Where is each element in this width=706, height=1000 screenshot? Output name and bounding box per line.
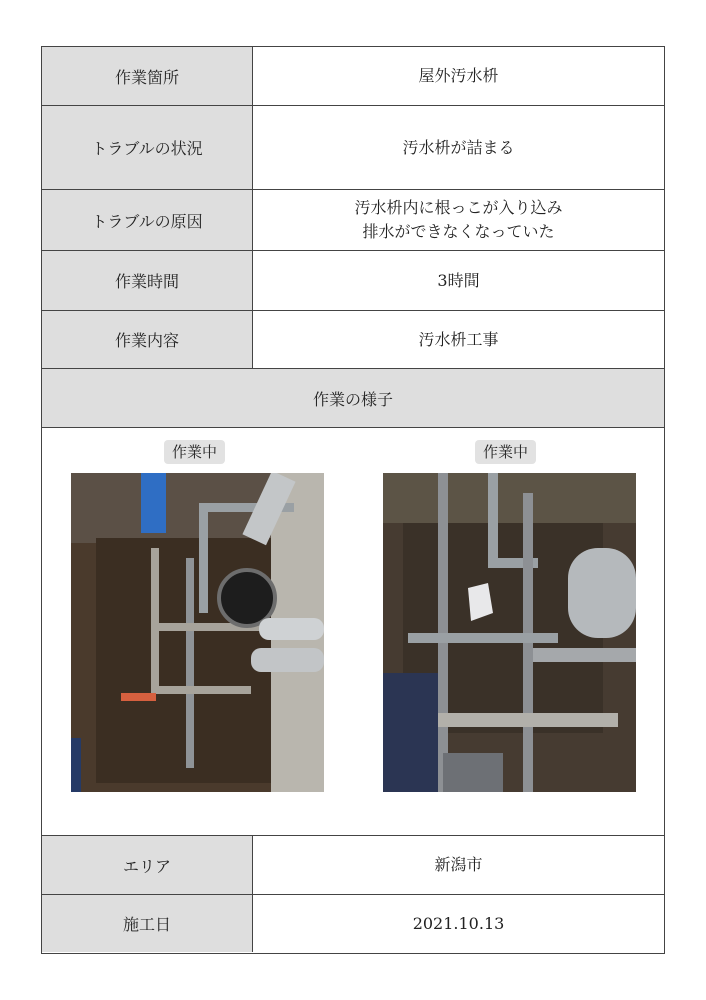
- row-value-line: 排水ができなくなっていた: [362, 222, 555, 241]
- row-trouble-cause: [42, 190, 664, 251]
- row-construction-date: [42, 895, 664, 952]
- row-value: [253, 47, 664, 105]
- row-value: 2021.10.13: [412, 913, 505, 933]
- row-value-line: 屋外汚水枡: [418, 66, 499, 85]
- row-label: トラブルの原因: [42, 190, 253, 250]
- row-work-location: [42, 47, 664, 106]
- row-label: 作業内容: [42, 311, 253, 368]
- row-value: [253, 251, 664, 310]
- row-value: [253, 311, 664, 368]
- photo-area: [42, 428, 664, 836]
- row-label: 作業箇所: [42, 47, 253, 105]
- row-value: [253, 106, 664, 189]
- row-work-time: [42, 251, 664, 311]
- row-value: [253, 190, 664, 250]
- report-sheet: [41, 46, 665, 954]
- section-header: 作業の様子: [42, 369, 664, 427]
- row-label: トラブルの状況: [42, 106, 253, 189]
- row-trouble-status: [42, 106, 664, 190]
- row-label: 施工日: [42, 895, 253, 952]
- photo-caption: 作業中: [475, 440, 536, 464]
- row-value: 新潟市: [434, 855, 483, 874]
- excavation-photo-right: [383, 473, 636, 792]
- photo-caption: 作業中: [164, 440, 225, 464]
- row-value-line: 汚水枡が詰まる: [402, 137, 515, 157]
- row-area: [42, 836, 664, 895]
- row-label: エリア: [42, 836, 253, 894]
- row-value-line: 3時間: [437, 270, 480, 290]
- row-label: 作業時間: [42, 251, 253, 310]
- row-value-line: 汚水枡工事: [418, 329, 499, 349]
- row-work-content: [42, 311, 664, 369]
- section-header-row: [42, 369, 664, 428]
- row-value-line: 汚水枡内に根っこが入り込み: [354, 198, 563, 217]
- excavation-photo-left: [71, 473, 324, 792]
